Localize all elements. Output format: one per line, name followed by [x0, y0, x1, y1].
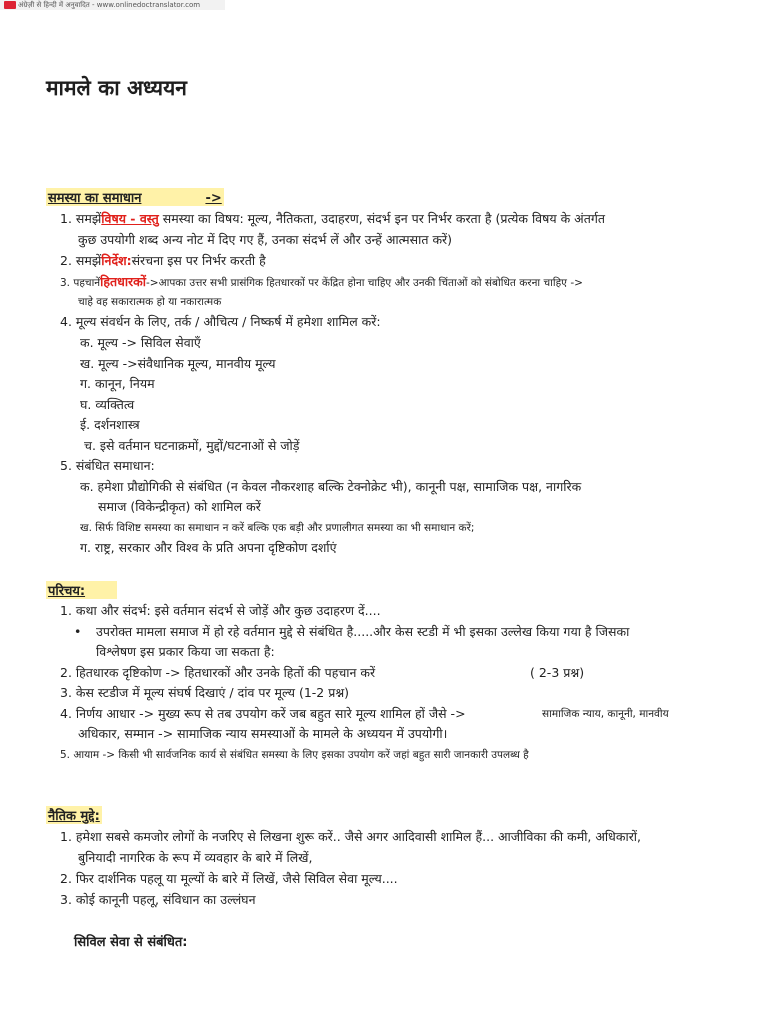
section-heading-introduction: परिचय:	[46, 581, 117, 599]
translator-banner-text: अंग्रेज़ी से हिन्दी में अनुवादित - www.onlinedoctranslator.com	[18, 1, 201, 9]
solution-item-5: 5. संबंधित समाधान:	[60, 458, 155, 473]
ethics-item-1-cont: बुनियादी नागरिक के रूप में व्यवहार के बारे में लिखें,	[78, 850, 313, 865]
solution-item-5a-cont: समाज (विकेन्द्रीकृत) को शामिल करें	[98, 499, 261, 514]
solution-item-5a: क. हमेशा प्रौद्योगिकी से संबंधित (न केवल नौकरशाह बल्कि टेक्नोक्रेट भी), कानूनी पक्ष, सामाजिक पक्ष, नागरिक	[80, 479, 582, 494]
solution-item-3: 3. पहचानेंहितधारकों->आपका उत्तर सभी प्रासंगिक हितधारकों पर केंद्रित होना चाहिए और उनकी चिंताओं को संबोधित करना चाहिए ->	[60, 274, 583, 289]
section-heading-solution: समस्या का समाधान ->	[46, 188, 224, 206]
solution-item-5c: ग. राष्ट्र, सरकार और विश्व के प्रति अपना दृष्टिकोण दर्शाएं	[80, 540, 337, 555]
solution-item-4c: ग. कानून, नियम	[80, 376, 155, 391]
intro-bullet: •	[74, 624, 82, 639]
solution-item-4d: घ. व्यक्तित्व	[80, 397, 135, 412]
intro-item-4-cont: अधिकार, सम्मान -> सामाजिक न्याय समस्याओं के मामले के अध्ययन में उपयोगी।	[78, 726, 448, 741]
intro-item-1-bullet-cont: विश्लेषण इस प्रकार किया जा सकता है:	[96, 644, 275, 659]
intro-item-1-bullet: उपरोक्त मामला समाज में हो रहे वर्तमान मुद्दे से संबंधित है.....और केस स्टडी में भी इसका उल्लेख किया गया है जिसका	[96, 624, 630, 639]
intro-item-4-values: सामाजिक न्याय, कानूनी, मानवीय	[542, 708, 669, 720]
intro-item-2-questions: ( 2-3 प्रश्न)	[530, 665, 585, 680]
solution-item-4e: ई. दर्शनशास्त्र	[80, 417, 140, 432]
solution-item-4a: क. मूल्य -> सिविल सेवाएँ	[80, 335, 201, 350]
solution-item-1-cont: कुछ उपयोगी शब्द अन्य नोट में दिए गए हैं, उनका संदर्भ लें और उन्हें आत्मसात करें)	[78, 232, 453, 247]
subheading-civil-service: सिविल सेवा से संबंधित:	[74, 935, 188, 950]
section-heading-ethical-issues: नैतिक मुद्दे:	[46, 806, 102, 824]
solution-item-3-cont: चाहे वह सकारात्मक हो या नकारात्मक	[78, 296, 222, 308]
intro-item-2: 2. हितधारक दृष्टिकोण -> हितधारकों और उनके हितों की पहचान करें	[60, 665, 376, 680]
translator-banner[interactable]	[0, 0, 225, 10]
intro-item-3: 3. केस स्टडीज में मूल्य संघर्ष दिखाएं / दांव पर मूल्य (1-2 प्रश्न)	[60, 685, 350, 700]
intro-item-1: 1. कथा और संदर्भ: इसे वर्तमान संदर्भ से जोड़ें और कुछ उदाहरण दें....	[60, 603, 381, 618]
ethics-item-3: 3. कोई कानूनी पहलू, संविधान का उल्लंघन	[60, 892, 256, 907]
ethics-item-2: 2. फिर दार्शनिक पहलू या मूल्यों के बारे में लिखें, जैसे सिविल सेवा मूल्य....	[60, 871, 398, 886]
solution-item-4b: ख. मूल्य ->संवैधानिक मूल्य, मानवीय मूल्य	[80, 356, 276, 371]
solution-item-4: 4. मूल्य संवर्धन के लिए, तर्क / औचित्य / निष्कर्ष में हमेशा शामिल करें:	[60, 314, 381, 329]
translator-logo-icon	[4, 1, 16, 9]
solution-item-4f: च. इसे वर्तमान घटनाक्रमों, मुद्दों/घटनाओं से जोड़ें	[84, 438, 300, 453]
solution-item-2: 2. समझेंनिर्देश:संरचना इस पर निर्भर करती है	[60, 253, 266, 268]
solution-item-1: 1. समझेंविषय - वस्तु समस्या का विषय: मूल्य, नैतिकता, उदाहरण, संदर्भ इन पर निर्भर करता है (प्रत्येक विषय के अंतर्गत	[60, 211, 605, 226]
intro-item-4: 4. निर्णय आधार -> मुख्य रूप से तब उपयोग करें जब बहुत सारे मूल्य शामिल हों जैसे ->	[60, 706, 466, 721]
ethics-item-1: 1. हमेशा सबसे कमजोर लोगों के नजरिए से लिखना शुरू करें.. जैसे अगर आदिवासी शामिल हैं... आजीविका की कमी, अधिकारों,	[60, 829, 642, 844]
intro-item-5: 5. आयाम -> किसी भी सार्वजनिक कार्य से संबंधित समस्या के लिए इसका उपयोग करें जहां बहुत सारी जानकारी उपलब्ध है	[60, 749, 529, 761]
page-title: मामले का अध्ययन	[46, 76, 187, 100]
solution-item-5b: ख. सिर्फ विशिष्ट समस्या का समाधान न करें बल्कि एक बड़ी और प्रणालीगत समस्या का भी समाधान करें;	[80, 522, 475, 534]
